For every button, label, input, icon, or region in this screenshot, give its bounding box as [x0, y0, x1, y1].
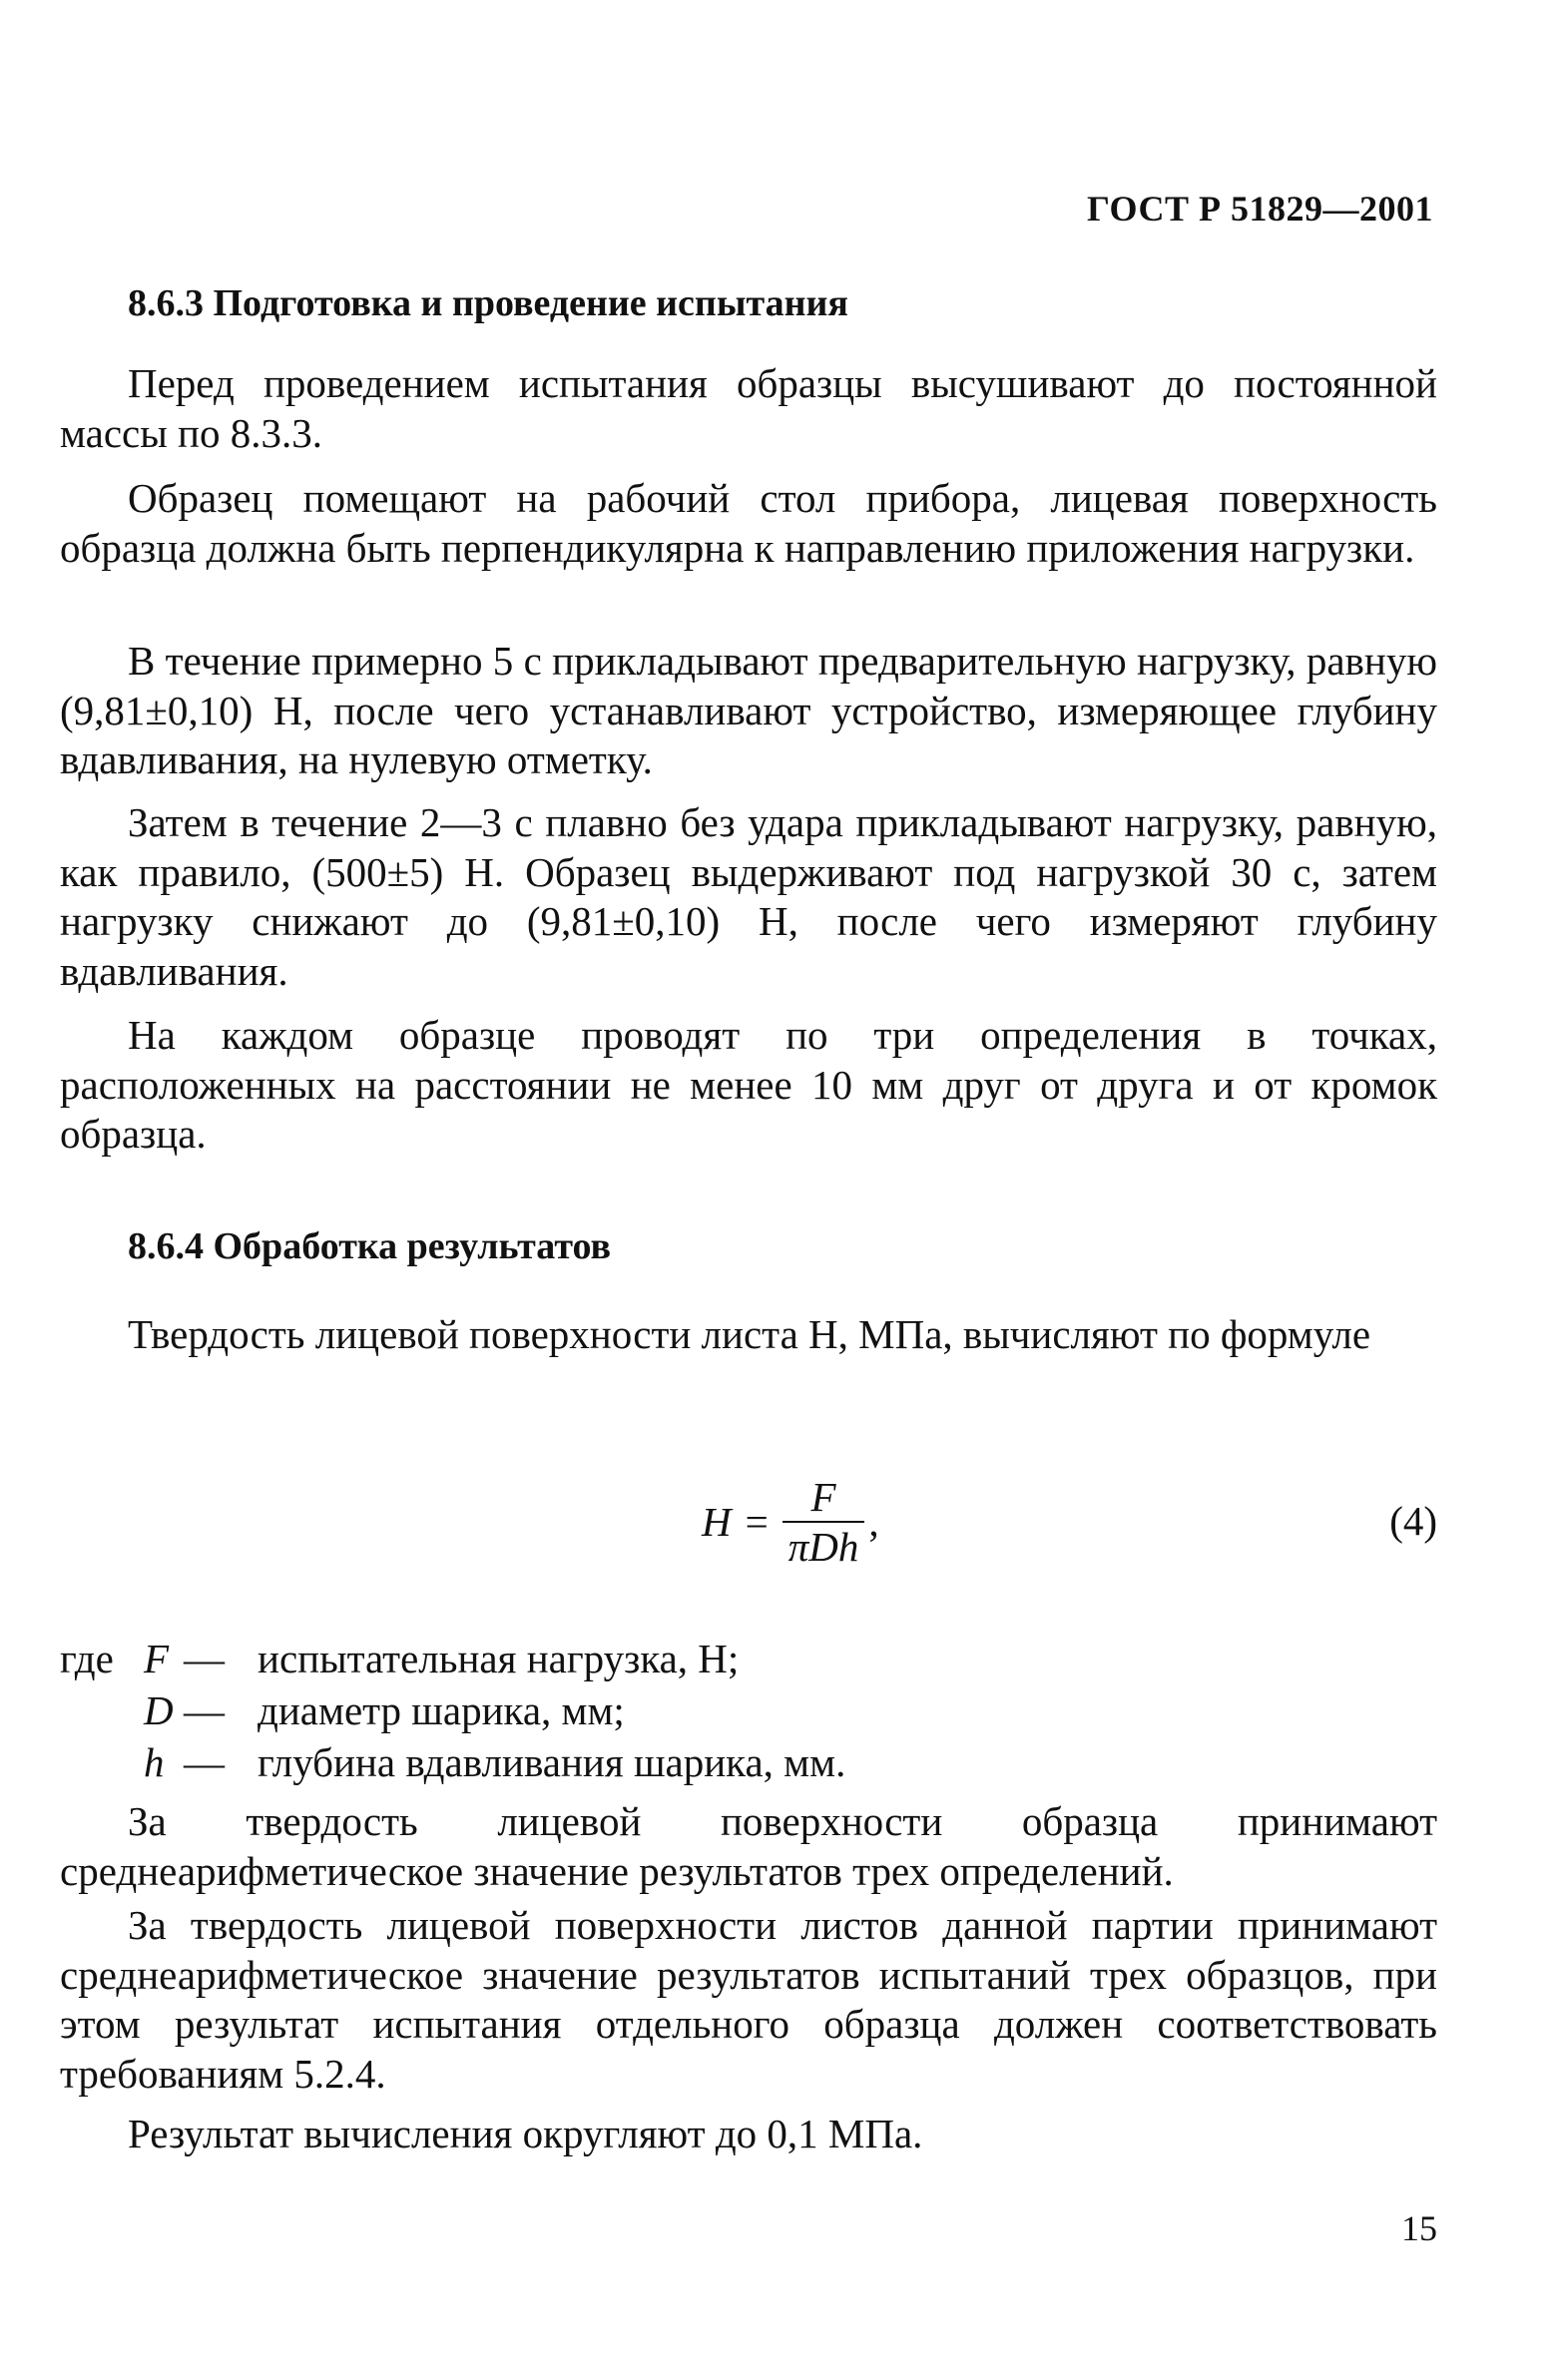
formula-block: [60, 1467, 1437, 1577]
page-number: 15: [1401, 2208, 1437, 2248]
paragraph: Затем в течение 2—3 с плавно без удара прикладывают нагрузку, равную, как правило, (500±5) Н. Образец выдерживают под нагрузкой 30 с, затем нагрузку снижают до (9,81±0,10) Н, после чего измеряют глубину вдавливания.: [60, 799, 1437, 994]
section-title-8-6-3: 8.6.3 Подготовка и проведение испытания: [128, 282, 848, 324]
formula-fraction: [782, 1475, 865, 1569]
legend-description: испытательная нагрузка, Н;: [258, 1636, 740, 1681]
paragraph: Результат вычисления округляют до 0,1 МПа.: [128, 2111, 923, 2156]
paragraph: За твердость лицевой поверхности листов данной партии принимают среднеарифметическое значение результатов испытаний трех образцов, при этом результат испытания отдельного образца должен соответствовать требованиям 5.2.4.: [60, 1902, 1437, 2097]
paragraph: Перед проведением испытания образцы высушивают до постоянной массы по 8.3.3.: [60, 360, 1437, 456]
legend-row: [60, 1633, 1437, 1684]
hardness-formula: [702, 1467, 879, 1577]
legend-dash: —: [184, 1739, 225, 1785]
legend-dash: —: [184, 1636, 225, 1681]
legend-row: [60, 1736, 1437, 1788]
formula-lhs: H: [702, 1499, 732, 1545]
standard-header: ГОСТ Р 51829—2001: [1087, 189, 1433, 229]
formula-equals: =: [745, 1499, 769, 1545]
legend-row: [60, 1684, 1437, 1736]
formula-denominator: πDh: [787, 1524, 859, 1570]
where-word: где: [60, 1636, 114, 1681]
paragraph: На каждом образце проводят по три определения в точках, расположенных на расстоянии не менее 10 мм друг от друга и от кромок образца.: [60, 1012, 1437, 1157]
variable-legend: [60, 1633, 1437, 1788]
legend-dash: —: [184, 1687, 225, 1733]
section-title-8-6-4: 8.6.4 Обработка результатов: [128, 1225, 612, 1267]
paragraph: За твердость лицевой поверхности образца принимают среднеарифметическое значение результатов трех определений.: [60, 1798, 1437, 1894]
legend-symbol: D: [144, 1687, 174, 1733]
formula-comma: ,: [868, 1499, 879, 1545]
legend-symbol: h: [144, 1739, 165, 1785]
formula-intro-paragraph: Твердость лицевой поверхности листа H, МПа, вычисляют по формуле: [128, 1311, 1371, 1357]
legend-symbol: F: [144, 1636, 170, 1681]
equation-number: (4): [1389, 1498, 1437, 1544]
paragraph: В течение примерно 5 с прикладывают предварительную нагрузку, равную (9,81±0,10) Н, после чего устанавливают устройство, измеряющее глубину вдавливания, на нулевую отметку.: [60, 638, 1437, 782]
formula-numerator: F: [810, 1474, 836, 1520]
paragraph: Образец помещают на рабочий стол прибора, лицевая поверхность образца должна быть перпендикулярна к направлению приложения нагрузки.: [60, 475, 1437, 571]
legend-description: глубина вдавливания шарика, мм.: [258, 1739, 846, 1785]
legend-description: диаметр шарика, мм;: [258, 1687, 625, 1733]
